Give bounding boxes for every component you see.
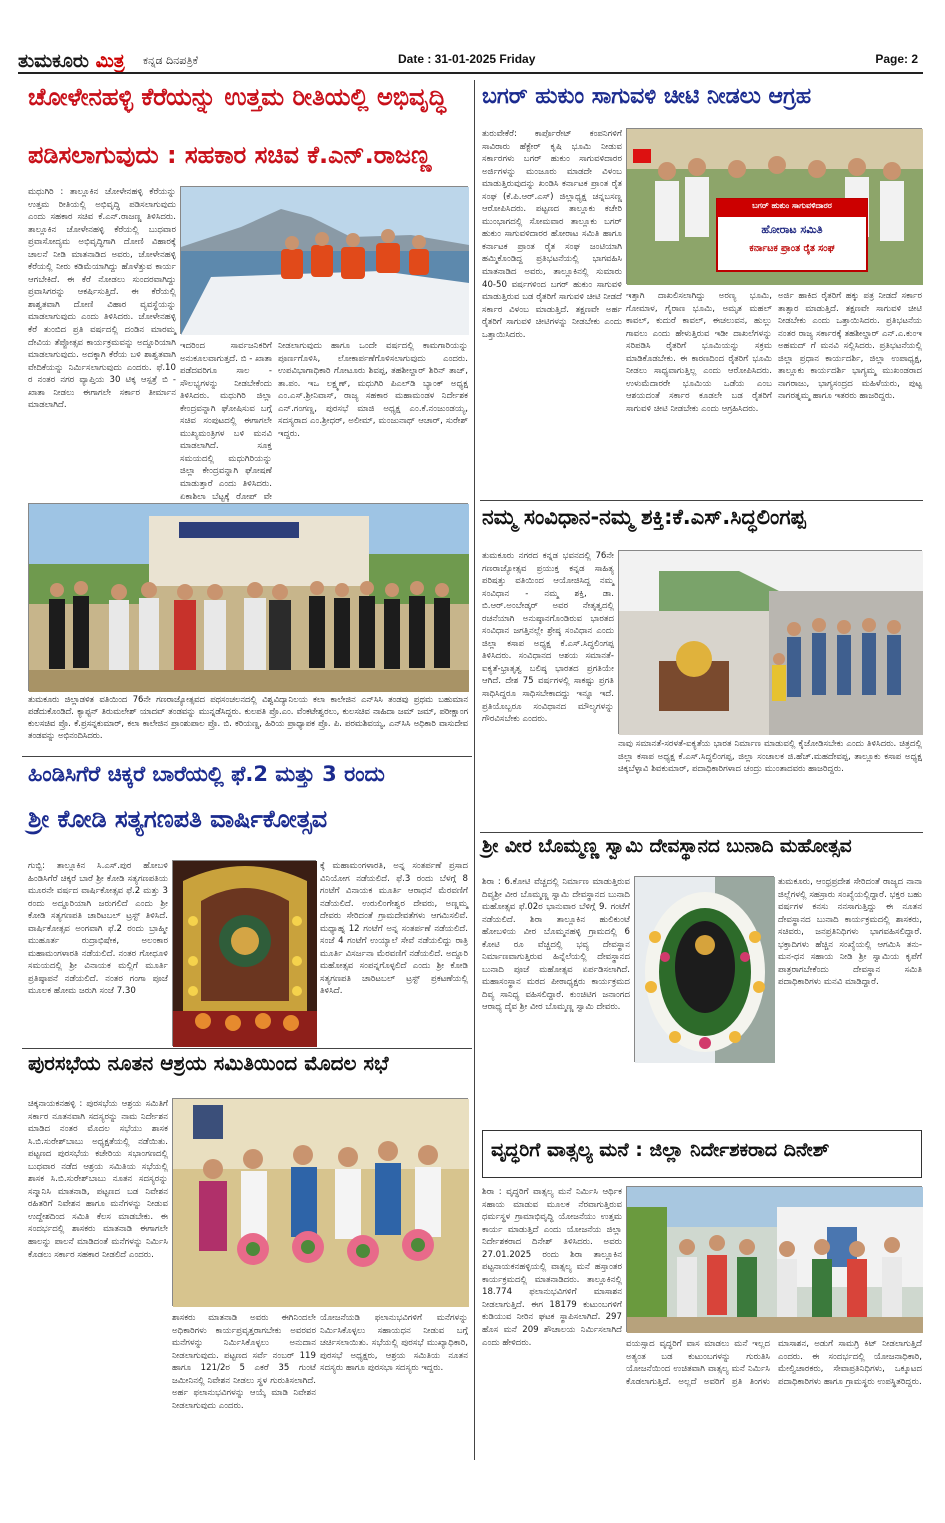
protest-photo xyxy=(626,128,922,284)
a2-headline: ಬಗರ್ ಹುಕುಂ ಸಾಗುವಳಿ ಚೀಟಿ ನೀಡಲು ಆಗ್ರಹ xyxy=(482,84,812,109)
a1-column-2: ಇದರಿಂದ ಸಾರ್ವಜನಿಕರಿಗೆ ಅನುಕೂಲವಾಗುತ್ತದೆ. ಬಿ - ಖಾತಾ ಪಡೆದವರಿಗೂ ಸಾಲ - ಸೌಲಭ್ಯಗಳನ್ನು ನೀಡಬೇಕೆಂದು ತಿಳಿಸಿದರು. ಮಧುಗಿರಿ ಜಿಲ್ಲಾ ಕೇಂದ್ರವನ್ನಾಗಿ ಘೋಷಿಸುವ ಬಗ್ಗೆ ಸಚಿವ ಸಂಪುಟದಲ್ಲಿ ಈಗಾಗಲೇ ಮುಖ್ಯಮಂತ್ರಿಗಳ ಬಳಿ ಮನವಿ ಮಾಡಲಾಗಿದೆ. ಸೂಕ್ತ ಸಮಯದಲ್ಲಿ ಮಧುಗಿರಿಯನ್ನು ಜಿಲ್ಲಾ ಕೇಂದ್ರವನ್ನಾಗಿ ಘೋಷಣೆ ಮಾಡುತ್ತಾರೆ ಎಂದು ತಿಳಿಸಿದರು. ಏಕಾಶಿಲಾ ಬೆಟ್ಟಕ್ಕೆ ರೋಪ್ ವೇ xyxy=(180,341,272,502)
temple-deity-photo xyxy=(634,876,774,1062)
banner-line-2: ಹೋರಾಟ ಸಮಿತಿ xyxy=(761,223,823,236)
newspaper-subtitle: ಕನ್ನಡ ದಿನಪತ್ರಿಕೆ xyxy=(143,54,199,67)
banner-line-1: ಬಗರ್ ಹುಕುಂ ಸಾಗುವಳಿದಾರರ xyxy=(752,201,832,210)
a3-column-2: ನಾವು ಸಮಾನತೆ-ಸರಳತೆ-ಐಕ್ಯತೆಯ ಭಾರತ ನಿರ್ಮಾಣ ಮಾಡುವಲ್ಲಿ ಕೈಜೋಡಿಸಬೇಕು ಎಂದು ತಿಳಿಸಿದರು. ಚಿತ್ರದಲ್ಲಿ ಜಿಲ್ಲಾ ಕಸಾಪ ಅಧ್ಯಕ್ಷ ಕೆ.ಎಸ್.ಸಿದ್ಧಲಿಂಗಪ್ಪ, ಜಿಲ್ಲಾ ಸಂಚಾಲಕ ಜಿ.ಹೆಚ್.ಮಹದೇವಪ್ಪ, ತಾಲ್ಲೂಕು ಕಸಾಪ ಅಧ್ಯಕ್ಷ ಚಿಕ್ಕಬೆಳ್ಳಾವಿ ಶಿವಕುಮಾರ್, ಪದಾಧಿಕಾರಿಗಳಾದ ಚಂದ್ರು ಮುಂತಾದವರು ಹಾಜರಿದ್ದರು. xyxy=(618,739,922,775)
ashraya-meeting-photo xyxy=(172,1098,468,1306)
a6-column-3: ಯೋಜನೆಯಡಿ ಫಲಾನುಭವಿಗಳಿಗೆ ಮನೆಗಳನ್ನು ನಿರ್ಮಿಸಿಕೊಳ್ಳಲು ಸಹಾಯಧನ ನೀಡುವ ಬಗ್ಗೆ ಚರ್ಚಿಸಲಾಯಿತು. ಸಭೆಯಲ್ಲಿ ಪುರಸಭೆ ಮುಖ್ಯಾಧಿಕಾರಿ, ಪುರಸಭೆ ಅಧ್ಯಕ್ಷರು, ಆಶ್ರಯ ಸಮಿತಿಯ ನೂತನ ಸದಸ್ಯರು ಹಾಗೂ ಪುರಸಭಾ ಸದಸ್ಯರು ಇದ್ದರು. xyxy=(320,1313,468,1374)
a7-column-1: ಶಿರಾ : ವೃದ್ಧರಿಗೆ ವಾತ್ಸಲ್ಯ ಮನೆ ನಿರ್ಮಿಸಿ ಆರ್ಥಿಕ ಸಹಾಯ ಮಾಡುವ ಮೂಲಕ ನೆರವಾಗುತ್ತಿರುವ ಧರ್ಮಸ್ಥಳ ಗ್ರಾಮಾಭಿವೃದ್ಧಿ ಯೋಜನೆಯು ಉತ್ತಮ ಕಾರ್ಯ ಮಾಡುತ್ತಿದೆ ಎಂದು ಯೋಜನೆಯ ಜಿಲ್ಲಾ ನಿರ್ದೇಶಕರಾದ ದಿನೇಶ್ ತಿಳಿಸಿದರು. ಅವರು 27.01.2025 ರಂದು ಶಿರಾ ತಾಲ್ಲೂಕಿನ ಪಟ್ಟನಾಯಕನಹಳ್ಳಿಯಲ್ಲಿ ವಾತ್ಸಲ್ಯ ಮನೆ ಹಸ್ತಾಂತರ ಕಾರ್ಯಕ್ರಮದಲ್ಲಿ ಮಾತನಾಡಿದರು. ತಾಲ್ಲೂಕಿನಲ್ಲಿ 18.774 ಫಲಾನುಭವಿಗಳಿಗೆ ಮಾಸಾಶನ ನೀಡಲಾಗುತ್ತಿದೆ. ಈಗ 18179 ಕುಟುಂಬಗಳಿಗೆ ಕುಡಿಯುವ ನೀರಿನ ಘಟಕ ಸ್ಥಾಪಿಸಲಾಗಿದೆ. 297 ಹೊಸ ಮನೆ 209 ಶೌಚಾಲಯ ನಿರ್ಮಿಸಲಾಗಿದೆ ಎಂದು ಹೇಳಿದರು. xyxy=(482,1187,622,1348)
a2-column-2: ಇತ್ತಾಗಿ ದಾಖಲಿಸಲಾಗಿದ್ದು ಅರಣ್ಯ ಭೂಮಿ, ಗೋಮಾಳ, ಗೈರಾಣ ಭೂಮಿ, ಅಮೃತ ಮಹಲ್ ಕಾವಲ್, ಕುದುರೆ ಕಾವಲ್, ಈಚಲುವನ, ಹುಲ್ಲು ಗಾವಲು ಎಂದು ಹೇಳುತ್ತಿರುವ ಇಡೀ ದಾಖಲೆಗಳನ್ನು ಸರಿಪಡಿಸಿ ರೈತರಿಗೆ ಭೂಮಿಯನ್ನು ಸಕ್ರಮ ಮಾಡಿಕೊಡಬೇಕು. ಈ ಕಾರಣದಿಂದ ರೈತರಿಗೆ ಭೂಮಿ ನೀಡಲು ಸಾಧ್ಯವಾಗುತ್ತಿಲ್ಲ ಎಂದು ಆರೋಪಿಸಿದರು. ಉಳುಮೆದಾರರೇ ಭೂಮಿಯ ಒಡೆಯ ಎಂಬ ಆಶಯದಂತೆ ಸರ್ಕಾರ ಕೂಡಲೇ ಬಡ ರೈತರಿಗೆ ಸಾಗುವಳಿ ಚೀಟಿ ನೀಡಬೇಕು ಎಂದು ಆಗ್ರಹಿಸಿದರು. xyxy=(626,291,772,414)
a6-column-1: ಚಿಕ್ಕನಾಯಕನಹಳ್ಳಿ : ಪುರಸಭೆಯ ಆಶ್ರಯ ಸಮಿತಿಗೆ ಸರ್ಕಾರ ನೂತನವಾಗಿ ಸದಸ್ಯರನ್ನು ನಾಮ ನಿರ್ದೇಶನ ಮಾಡಿದ ನಂತರ ಮೊದಲ ಸಭೆಯು ಶಾಸಕ ಸಿ.ಬಿ.ಸುರೇಶ್‌ಬಾಬು ಅಧ್ಯಕ್ಷತೆಯಲ್ಲಿ ನಡೆಯಿತು. ಪಟ್ಟಣದ ಪುರಸಭೆಯ ಕಚೇರಿಯ ಸಭಾಂಗಣದಲ್ಲಿ ಬುಧವಾರ ನಡೆದ ಆಶ್ರಯ ಸಮಿತಿಯ ಸಭೆಯಲ್ಲಿ ಶಾಸಕ ಸಿ.ಬಿ.ಸುರೇಶ್‌ಬಾಬು ನೂತನ ಸದಸ್ಯರನ್ನು ಸನ್ಮಾನಿಸಿ ಮಾತನಾಡಿ, ಪಟ್ಟಣದ ಬಡ ನಿವೇಶನ ರಹಿತರಿಗೆ ನಿವೇಶನ ಹಾಗೂ ಮನೆಗಳನ್ನು ನೀಡುವ ಉದ್ದೇಶದಿಂದ ಸಮಿತಿ ಕೆಲಸ ಮಾಡಬೇಕು. ಈ ಸಂದರ್ಭದಲ್ಲಿ ಶಾಸಕರು ಮಾತನಾಡಿ ಈಗಾಗಲೇ ಹಾಲನ್ನು ಪಾಲನೆ ಮಾಡಿದಂತೆ ಮನೆಗಳನ್ನು ನಿರ್ಮಿಸಿ ಕೊಡಲು ಸರ್ಕಾರ ಸಹಕಾರ ನೀಡಲಿದೆ ಎಂದರು. xyxy=(28,1099,168,1260)
a1-headline-line2: ಪಡಿಸಲಾಗುವುದು : ಸಹಕಾರ ಸಚಿವ ಕೆ.ಎನ್.ರಾಜಣ್ಣ xyxy=(28,141,432,169)
a1-column-3: ನೀಡಲಾಗುವುದು ಹಾಗೂ ಒಂದೇ ವರ್ಷದಲ್ಲಿ ಕಾಮಗಾರಿಯನ್ನು ಪೂರ್ಣಗೊಳಿಸಿ, ಲೋಕಾರ್ಪಣೆಗೊಳಿಸಲಾಗುವುದು ಎಂದರು. ಉಪವಿಭಾಗಾಧಿಕಾರಿ ಗೋಟೂರು ಶಿವಪ್ಪ, ತಹಶೀಲ್ದಾರ್ ಶಿರಿನ್ ತಾಜ್, ತಾ.ಪಂ. ಇಒ ಲಕ್ಷ್ಮಣ್, ಮಧುಗಿರಿ ಪಿಎಲ್‌ಡಿ ಬ್ಯಾಂಕ್ ಅಧ್ಯಕ್ಷ ಎಂ.ಎಸ್.ಶ್ರೀನಿವಾಸ್, ರಾಜ್ಯ ಸಹಕಾರ ಮಹಾಮಂಡಳ ನಿರ್ದೇಶಕ ಎನ್.ಗಂಗಣ್ಣ, ಪುರಸಭೆ ಮಾಜಿ ಅಧ್ಯಕ್ಷ ಎಂ.ಕೆ.ನಂಜುಂಡಯ್ಯ, ಸದಸ್ಯರಾದ ಎಂ.ಶ್ರೀಧರ್, ಅಲೀಮ್, ಮಂಜುನಾಥ್ ಆಚಾರ್, ಸುರೇಶ್ ಇದ್ದರು. xyxy=(278,341,468,439)
samvidhana-event-photo xyxy=(618,550,922,734)
ncc-photo-caption: ತುಮಕೂರು ಜಿಲ್ಲಾಡಳಿತ ವತಿಯಿಂದ 76ನೇ ಗಣರಾಜ್ಯೋತ್ಸವದ ಪಥಸಂಚಲನದಲ್ಲಿ ವಿಶ್ವವಿದ್ಯಾನಿಲಯ ಕಲಾ ಕಾಲೇಜಿನ ಎನ್‌ಸಿಸಿ ತಂಡವು ಪ್ರಥಮ ಬಹುಮಾನ ಪಡೆದುಕೊಂಡಿದೆ. ಕ್ಯಾಪ್ಟನ್ ತಿರುಮಲೇಶ್ ಯಾದವ್ ತಂಡವನ್ನು ಮುನ್ನಡೆಸಿದ್ದರು. ಕುಲಪತಿ ಪ್ರೊ.ಎಂ. ವೆಂಕಟೇಶ್ವರಲು, ಕುಲಸಚಿವ ನಾಹಿದಾ ಜಮ್ ಜಮ್, ಪರೀಕ್ಷಾಂಗ ಕುಲಸಚಿವ ಪ್ರೊ. ಕೆ.ಪ್ರಸನ್ನಕುಮಾರ್, ಕಲಾ ಕಾಲೇಜಿನ ಪ್ರಾಂಶುಪಾಲ ಪ್ರೊ. ಬಿ. ಕರಿಯಣ್ಣ, ಹಿರಿಯ ಪ್ರಾಧ್ಯಾಪಕ ಪ್ರೊ. ಪಿ. ಪರಮಶಿವಯ್ಯ, ಎನ್‌ಸಿಸಿ ಅಧಿಕಾರಿ ವಾಸುದೇವ ತಂಡವನ್ನು ಅಭಿನಂದಿಸಿದರು. xyxy=(28,694,468,740)
a7-headline: ವೃದ್ಧರಿಗೆ ವಾತ್ಸಲ್ಯ ಮನೆ : ಜಿಲ್ಲಾ ನಿರ್ದೇಶಕರಾದ ದಿನೇಶ್ xyxy=(482,1130,922,1178)
a7-column-2: ವಯಸ್ಸಾದ ವೃದ್ಧರಿಗೆ ವಾಸ ಮಾಡಲು ಮನೆ ಇಲ್ಲದ ಅತ್ಯಂತ ಬಡ ಕುಟುಂಬಗಳನ್ನು ಗುರುತಿಸಿ ಯೋಜನೆಯಿಂದ ಉಚಿತವಾಗಿ ವಾತ್ಸಲ್ಯ ಮನೆ ನಿರ್ಮಿಸಿ ಕೊಡಲಾಗುತ್ತಿದೆ. ಅಲ್ಲದೆ ಅವರಿಗೆ ಪ್ರತಿ ತಿಂಗಳು ಮಾಸಾಶನ, ಅಡುಗೆ ಸಾಮಗ್ರಿ ಕಿಟ್ ನೀಡಲಾಗುತ್ತಿದೆ ಎಂದರು. ಈ ಸಂದರ್ಭದಲ್ಲಿ ಯೋಜನಾಧಿಕಾರಿ, ಮೇಲ್ವಿಚಾರಕರು, ಸೇವಾಪ್ರತಿನಿಧಿಗಳು, ಒಕ್ಕೂಟದ ಪದಾಧಿಕಾರಿಗಳು ಹಾಗೂ ಗ್ರಾಮಸ್ಥರು ಉಪಸ್ಥಿತರಿದ್ದರು. xyxy=(626,1339,922,1387)
page-number: Page: 2 xyxy=(875,52,918,66)
a4-column-2: ಕ್ಕೆ ಮಹಾಮಂಗಳಾರತಿ, ಅನ್ನ ಸಂತರ್ಪಣೆ ಪ್ರಸಾದ ವಿನಿಯೋಗ ನಡೆಯಲಿದೆ. ಫೆ.3 ರಂದು ಬೆಳಗ್ಗೆ 8 ಗಂಟೆಗೆ ವಿನಾಯಕ ಮೂರ್ತಿ ಆರಾಧನೆ ಮೆರವಣಿಗೆ ನಡೆಯಲಿದೆ. ಉರುಲಿಂಗೇಶ್ವರ ದೇವರು, ಅಣ್ಣಮ್ಮ ದೇವರು ಸೇರಿದಂತೆ ಗ್ರಾಮದೇವತೆಗಳು ಆಗಮಿಸಲಿವೆ. ಮಧ್ಯಾಹ್ನ 12 ಗಂಟೆಗೆ ಅನ್ನ ಸಂತರ್ಪಣೆ ನಡೆಯಲಿದೆ. ಸಂಜೆ 4 ಗಂಟೆಗೆ ಉಯ್ಯಾಲೆ ಸೇವೆ ನಡೆಯಲಿದ್ದು ರಾತ್ರಿ ಮೂರ್ತಿ ವಿಸರ್ಜನಾ ಮೆರವಣಿಗೆ ನಡೆಯಲಿದೆ. ಅದ್ದೂರಿ ಮಹೋತ್ಸವ ಸಂಪನ್ನಗೊಳ್ಳಲಿದೆ ಎಂದು ಶ್ರೀ ಕೋಡಿ ಸತ್ಯಗಣಪತಿ ಚಾರಿಟಬಲ್ ಟ್ರಸ್ಟ್ ಪ್ರಕಟಣೆಯಲ್ಲಿ ತಿಳಿಸಿದೆ. xyxy=(320,861,468,997)
a2-column-3: ಅರ್ಜಿ ಹಾಕಿದ ರೈತರಿಗೆ ಹಕ್ಕು ಪತ್ರ ನೀಡದೆ ಸರ್ಕಾರ ತಾತ್ಸಾರ ಮಾಡುತ್ತಿದೆ. ತಕ್ಷಣವೇ ಸಾಗುವಳಿ ಚೀಟಿ ನೀಡಬೇಕು ಎಂದು ಒತ್ತಾಯಿಸಿದರು. ಪ್ರತಿಭಟನೆಯ ನಂತರ ರಾಜ್ಯ ಸರ್ಕಾರಕ್ಕೆ ತಹಶೀಲ್ದಾರ್ ಎನ್.ಎ.ಕುಂಇ ಅಹಮದ್ ಗೆ ಮನವಿ ಸಲ್ಲಿಸಿದರು. ಪ್ರತಿಭಟನೆಯಲ್ಲಿ ಜಿಲ್ಲಾ ಪ್ರಧಾನ ಕಾರ್ಯದರ್ಶಿ, ಜಿಲ್ಲಾ ಉಪಾಧ್ಯಕ್ಷ, ತಾಲ್ಲೂಕು ಕಾರ್ಯದರ್ಶಿ ಭಾಗ್ಯಮ್ಮ ಮುಖಂಡರಾದ ನಾಗರಾಜು, ಭಾಗ್ಯಸಂದ್ರದ ಮಹಿಳೆಯರು, ಪುಟ್ಟ ನಾಗರತ್ನಮ್ಮ ಹಾಗೂ ಇತರರು ಹಾಜರಿದ್ದರು. xyxy=(778,291,922,402)
a1-column-1: ಮಧುಗಿರಿ : ತಾಲ್ಲೂಕಿನ ಚೋಳೇನಹಳ್ಳಿ ಕೆರೆಯನ್ನು ಉತ್ತಮ ರೀತಿಯಲ್ಲಿ ಅಭಿವೃದ್ಧಿ ಪಡಿಸಲಾಗುವುದು ಎಂದು ಸಹಕಾರ ಸಚಿವ ಕೆ.ಎನ್.ರಾಜಣ್ಣ ತಿಳಿಸಿದರು. ತಾಲ್ಲೂಕಿನ ಚೋಳೇನಹಳ್ಳಿ ಕೆರೆಯಲ್ಲಿ ಬುಧವಾರ ಪ್ರವಾಸೋದ್ಯಮ ಅಭಿವೃದ್ಧಿಗಾಗಿ ದೋಣಿ ವಿಹಾರಕ್ಕೆ ಚಾಲನೆ ನೀಡಿ ಮಾತನಾಡಿದ ಅವರು, ಚೋಳೇನಹಳ್ಳಿ ಕೆರೆಯಲ್ಲಿ ನೀರು ಕಡಿಮೆಯಾಗಿದ್ದು ಹೊಳೆತ್ತುವ ಕಾರ್ಯ ಆಗಬೇಕಿದೆ. ಈ ಕೆರೆ ನೋಡಲು ಸುಂದರವಾಗಿದ್ದು ಪ್ರವಾಸಿಗರನ್ನು ಆಕರ್ಷಿಸುತ್ತಿದೆ. ಈ ಕೆರೆಯಲ್ಲಿ ಶಾಶ್ವತವಾಗಿ ದೋಣಿ ವಿಹಾರ ವ್ಯವಸ್ಥೆಯನ್ನು ಮಾಡಲಾಗುವುದು ಎಂದು ತಿಳಿಸಿದರು. ಚೋಳೇನಹಳ್ಳಿ ಕೆರೆ ತುಂಬಿದ ಪ್ರತಿ ವರ್ಷದಲ್ಲಿ ದಂಡಿನ ಮಾರಮ್ಮ ದೇವಿಯ ತೆಪ್ಪೋತ್ಸವ ಕಾರ್ಯಕ್ರಮವನ್ನು ಅದ್ದೂರಿಯಾಗಿ ಮಾಡಲಾಗುವುದು. ಅದಕ್ಕಾಗಿ ಕೆರೆಯ ಬಳಿ ಶಾಶ್ವತವಾಗಿ ವೇದಿಕೆಯನ್ನು ನಿರ್ಮಿಸಲಾಗುವುದು ಎಂದರು. ಫೆ.10 ರ ನಂತರ ನಗರ ವ್ಯಾಪ್ತಿಯ 30 ಟಿಕ್ಕ ಆಸ್ಪತ್ರೆ ಬಿ - ಖಾತಾ ನೀಡಲು ಈಗಾಗಲೇ ಸರ್ಕಾರ ತೀರ್ಮಾನ ಮಾಡಲಾಗಿದೆ. xyxy=(28,187,176,411)
a4-headline-line1: ಹಿಂಡಿಸಿಗೆರೆ ಚಿಕ್ಕರೆ ಬಾರೆಯಲ್ಲಿ ಫೆ.2 ಮತ್ತು 3 ರಂದು xyxy=(28,762,385,786)
a5-column-2: ತುಮಕೂರು, ಆಂಧ್ರಪ್ರದೇಶ ಸೇರಿದಂತೆ ರಾಜ್ಯದ ನಾನಾ ಜಿಲ್ಲೆಗಳಲ್ಲಿ ಸಹಸ್ರಾರು ಸಂಖ್ಯೆಯಲ್ಲಿದ್ದಾರೆ. ಭಕ್ತರ ಬಹು ವರ್ಷಗಳ ಕನಸು ನನಸಾಗುತ್ತಿದ್ದು ಈ ನೂತನ ದೇವಸ್ಥಾನದ ಬುನಾದಿ ಕಾರ್ಯಕ್ರಮದಲ್ಲಿ ಶಾಸಕರು, ಸಚಿವರು, ಜನಪ್ರತಿನಿಧಿಗಳು ಭಾಗವಹಿಸಲಿದ್ದಾರೆ. ಭಕ್ತಾದಿಗಳು ಹೆಚ್ಚಿನ ಸಂಖ್ಯೆಯಲ್ಲಿ ಆಗಮಿಸಿ ತನು-ಮನ-ಧನ ಸಹಾಯ ನೀಡಿ ಶ್ರೀ ಸ್ವಾಮಿಯ ಕೃಪೆಗೆ ಪಾತ್ರರಾಗಬೇಕೆಂದು ದೇವಸ್ಥಾನ ಸಮಿತಿ ಪದಾಧಿಕಾರಿಗಳು ಮನವಿ ಮಾಡಿದ್ದಾರೆ. xyxy=(778,877,922,988)
a6-column-2: ಶಾಸಕರು ಮಾತನಾಡಿ ಅವರು ಈಗಿನಿಂದಲೇ ಅಧಿಕಾರಿಗಳು ಕಾರ್ಯಪ್ರವೃತ್ತರಾಗಬೇಕು ಅವರವರ ಮನೆಗಳನ್ನು ನಿರ್ಮಿಸಿಕೊಳ್ಳಲು ಅನುದಾನ ನೀಡಲಾಗುವುದು. ಪಟ್ಟಣದ ಸರ್ವೆ ನಂಬರ್ 119 ಹಾಗೂ 121/2ರ 5 ಎಕರೆ 35 ಗುಂಟೆ ಜಮೀನಿನಲ್ಲಿ ನಿವೇಶನ ನೀಡಲು ಸ್ಥಳ ಗುರುತಿಸಲಾಗಿದೆ. ಅರ್ಹ ಫಲಾನುಭವಿಗಳನ್ನು ಆಯ್ಕೆ ಮಾಡಿ ನಿವೇಶನ ನೀಡಲಾಗುವುದು ಎಂದರು. xyxy=(172,1313,316,1411)
a6-headline: ಪುರಸಭೆಯ ನೂತನ ಆಶ್ರಯ ಸಮಿತಿಯಿಂದ ಮೊದಲ ಸಭೆ xyxy=(28,1051,389,1075)
a4-headline-line2: ಶ್ರೀ ಕೋಡಿ ಸತ್ಯಗಣಪತಿ ವಾರ್ಷಿಕೋತ್ಸವ xyxy=(28,805,328,833)
newspaper-logo xyxy=(18,50,125,72)
vatsalya-house-photo xyxy=(626,1186,922,1332)
section-rule xyxy=(22,756,472,757)
banner-line-3: ಕರ್ನಾಟಕ ಪ್ರಾಂತ ರೈತ ಸಂಘ xyxy=(749,243,835,254)
section-rule xyxy=(480,500,923,501)
ncc-award-photo xyxy=(28,503,468,691)
boat-ride-photo xyxy=(180,186,468,334)
ganapathi-idol-photo xyxy=(172,860,316,1046)
section-rule xyxy=(22,1048,472,1049)
a5-column-1: ಶಿರಾ : 6.ಕೋಟಿ ವೆಚ್ಚದಲ್ಲಿ ನಿರ್ಮಾಣ ಮಾಡುತ್ತಿರುವ ದಿವ್ಯಶ್ರೀ ವೀರ ಬೊಮ್ಮಣ್ಣ ಸ್ವಾಮಿ ದೇವಸ್ಥಾನದ ಬುನಾದಿ ಮಹೋತ್ಸವ ಫೆ.02ರ ಭಾನುವಾರ ಬೆಳಿಗ್ಗೆ 9. ಗಂಟೆಗೆ ನಡೆಯಲಿದೆ. ಶಿರಾ ತಾಲ್ಲೂಕಿನ ಹುಲಿಕುಂಟೆ ಹೋಬಳಿಯ ವೀರ ಬೊಮ್ಮನಹಳ್ಳಿ ಗ್ರಾಮದಲ್ಲಿ 6 ಕೋಟಿ ರೂ ವೆಚ್ಚದಲ್ಲಿ ಭವ್ಯ ದೇವಸ್ಥಾನ ನಿರ್ಮಾಣವಾಗುತ್ತಿರುವ ಹಿನ್ನೆಲೆಯಲ್ಲಿ ದೇವಸ್ಥಾನದ ಬುನಾದಿ ಪೂಜೆ ಮಹೋತ್ಸವ ಏರ್ಪಡಿಸಲಾಗಿದೆ. ಮಹಾಸಂಸ್ಥಾನ ಮಠದ ಪೀಠಾಧ್ಯಕ್ಷರು ಕಾರ್ಯಕ್ರಮದ ದಿವ್ಯ ಸಾನಿಧ್ಯ ವಹಿಸಲಿದ್ದಾರೆ. ಕುಂಚಿಟಿಗ ಜನಾಂಗದ ಆರಾಧ್ಯ ದೈವ ಶ್ರೀ ವೀರ ಬೊಮ್ಮಣ್ಣ ಸ್ವಾಮಿ ದೇವರು. xyxy=(482,877,630,1013)
column-divider xyxy=(474,80,475,1460)
a2-column-1: ತುರುವೇಕೆರೆ: ಕಾರ್ಪೊರೇಟ್ ಕಂಪನಿಗಳಿಗೆ ಸಾವಿರಾರು ಹೆಕ್ಟೇರ್ ಕೃಷಿ ಭೂಮಿ ನೀಡುವ ಸರ್ಕಾರಗಳು ಬಗರ್ ಹುಕುಂ ಸಾಗುವಳಿದಾರರ ಅರ್ಜಿಗಳನ್ನು ಮಂಜೂರು ಮಾಡದೇ ವಿಳಂಬ ಮಾಡುತ್ತಿರುವುದನ್ನು ಖಂಡಿಸಿ ಕರ್ನಾಟಕ ಪ್ರಾಂತ ರೈತ ಸಂಘ (ಕೆ.ಪಿ.ಆರ್.ಎಸ್) ಜಿಲ್ಲಾಧ್ಯಕ್ಷ ಚನ್ನಬಸಣ್ಣ ಆರೋಪಿಸಿದರು. ಪಟ್ಟಣದ ತಾಲ್ಲೂಕು ಕಚೇರಿ ಮುಂಭಾಗದಲ್ಲಿ ಸೋಮವಾರ ತಾಲ್ಲೂಕು ಬಗರ್ ಹುಕುಂ ಸಾಗುವಳಿದಾರರ ಹೋರಾಟ ಸಮಿತಿ ಹಾಗೂ ಕರ್ನಾಟಕ ಪ್ರಾಂತ ರೈತ ಸಂಘ ಜಂಟಿಯಾಗಿ ಹಮ್ಮಿಕೊಂಡಿದ್ದ ಪ್ರತಿಭಟನೆಯಲ್ಲಿ ಭಾಗವಹಿಸಿ ಮಾತನಾಡಿದ ಅವರು, ತಾಲ್ಲೂಕಿನಲ್ಲಿ ಸುಮಾರು 40-50 ವರ್ಷಗಳಿಂದ ಬಗರ್ ಹುಕುಂ ಸಾಗುವಳಿ ಮಾಡುತ್ತಿರುವ ಬಡ ರೈತರಿಗೆ ಸಾಗುವಳಿ ಚೀಟಿ ನೀಡದೆ ಸರ್ಕಾರ ವಿಳಂಬ ಮಾಡುತ್ತಿದೆ. ತಕ್ಷಣವೇ ಅರ್ಹ ರೈತರಿಗೆ ಸಾಗುವಳಿ ಚೀಟಿಗಳನ್ನು ನೀಡಬೇಕು ಎಂದು ಒತ್ತಾಯಿಸಿದರು. xyxy=(482,129,622,340)
section-rule xyxy=(480,832,923,833)
issue-date: Date : 31-01-2025 Friday xyxy=(398,52,536,66)
a3-headline: ನಮ್ಮ ಸಂವಿಧಾನ-ನಮ್ಮ ಶಕ್ತಿ:ಕೆ.ಎಸ್.ಸಿದ್ಧಲಿಂಗಪ್ಪ xyxy=(482,505,806,529)
masthead xyxy=(18,48,923,72)
masthead-rule xyxy=(18,72,923,74)
a3-column-1: ತುಮಕೂರು ನಗರದ ಕನ್ನಡ ಭವನದಲ್ಲಿ 76ನೇ ಗಣರಾಜ್ಯೋತ್ಸವ ಪ್ರಯುಕ್ತ ಕನ್ನಡ ಸಾಹಿತ್ಯ ಪರಿಷತ್ತು ವತಿಯಿಂದ ಆಯೋಜಿಸಿದ್ದ ನಮ್ಮ ಸಂವಿಧಾನ - ನಮ್ಮ ಶಕ್ತಿ, ಡಾ. ಬಿ.ಆರ್.ಅಂಬೇಡ್ಕರ್ ಅವರ ನೇತೃತ್ವದಲ್ಲಿ ರಚನೆಯಾಗಿ ಅನುಷ್ಠಾನಗೊಂಡಿರುವ ಭಾರತದ ಸಂವಿಧಾನ ಜಗತ್ತಿನಲ್ಲೇ ಶ್ರೇಷ್ಠ ಸಂವಿಧಾನ ಎಂದು ಜಿಲ್ಲಾ ಕಸಾಪ ಅಧ್ಯಕ್ಷ ಕೆ.ಎಸ್.ಸಿದ್ಧಲಿಂಗಪ್ಪ ತಿಳಿಸಿದರು. ಸಂವಿಧಾನದ ಆಶಯ ಸಮಾನತೆ-ಐಕ್ಯತೆ-ಭ್ರಾತೃತ್ವ ಬಲಿಷ್ಠ ಭಾರತದ ಪ್ರಗತಿಯೇ ಆಗಿದೆ. ದೇಶ 75 ವರ್ಷಗಳಲ್ಲಿ ಸಾಕಷ್ಟು ಪ್ರಗತಿ ಸಾಧಿಸಿದ್ದರೂ ಸಾಧಿಸಬೇಕಾದದ್ದು ಇನ್ನೂ ಇದೆ. ಪ್ರತಿಯೊಬ್ಬರೂ ಸಂವಿಧಾನದ ಮೌಲ್ಯಗಳನ್ನು ಗೌರವಿಸಬೇಕು ಎಂದರು. xyxy=(482,551,614,725)
logo-text-a: ತುಮಕೂರು xyxy=(18,50,96,72)
a1-headline-line1: ಚೋಳೇನಹಳ್ಳಿ ಕೆರೆಯನ್ನು ಉತ್ತಮ ರೀತಿಯಲ್ಲಿ ಅಭಿವೃದ್ಧಿ xyxy=(28,83,447,111)
logo-text-b: ಮಿತ್ರ xyxy=(95,50,125,72)
a4-column-1: ಗುಬ್ಬಿ: ತಾಲ್ಲೂಕಿನ ಸಿ.ಎಸ್.ಪುರ ಹೋಬಳಿ ಹಿಂಡಿಸಿಗೆರೆ ಚಿಕ್ಕರೆ ಬಾರೆ ಶ್ರೀ ಕೋಡಿ ಸತ್ಯಗಣಪತಿಯ ಮೂರನೇ ವರ್ಷದ ವಾರ್ಷಿಕೋತ್ಸವ ಫೆ.2 ಮತ್ತು 3 ರಂದು ಅದ್ದೂರಿಯಾಗಿ ಜರುಗಲಿದೆ ಎಂದು ಶ್ರೀ ಕೋಡಿ ಸತ್ಯಗಣಪತಿ ಚಾರಿಟಬಲ್ ಟ್ರಸ್ಟ್ ತಿಳಿಸಿದೆ. ವಾರ್ಷಿಕೋತ್ಸವ ಅಂಗವಾಗಿ ಫೆ.2 ರಂದು ಬ್ರಾಹ್ಮೀ ಮುಹೂರ್ತ ರುದ್ರಾಭಿಷೇಕ, ಅಲಂಕಾರ ಮಹಾಮಂಗಳಾರತಿ ನಡೆಯಲಿದೆ. ನಂತರ ಗೋಧೂಳಿ ಸಮಯದಲ್ಲಿ ಶ್ರೀ ವಿನಾಯಕ ಮಲ್ಲಿಗೆ ಮೂರ್ತಿ ಪ್ರತಿಷ್ಠಾಪನೆ ನಡೆಯಲಿದೆ. ನಂತರ ಗಂಗಾ ಪೂಜೆ ಮೂಲಕ ಹೋಮ ಜರುಗಿ ಸಂಜೆ 7.30 xyxy=(28,861,168,997)
a5-headline: ಶ್ರೀ ವೀರ ಬೊಮ್ಮಣ್ಣ ಸ್ವಾಮಿ ದೇವಸ್ಥಾನದ ಬುನಾದಿ ಮಹೋತ್ಸವ xyxy=(482,836,852,857)
